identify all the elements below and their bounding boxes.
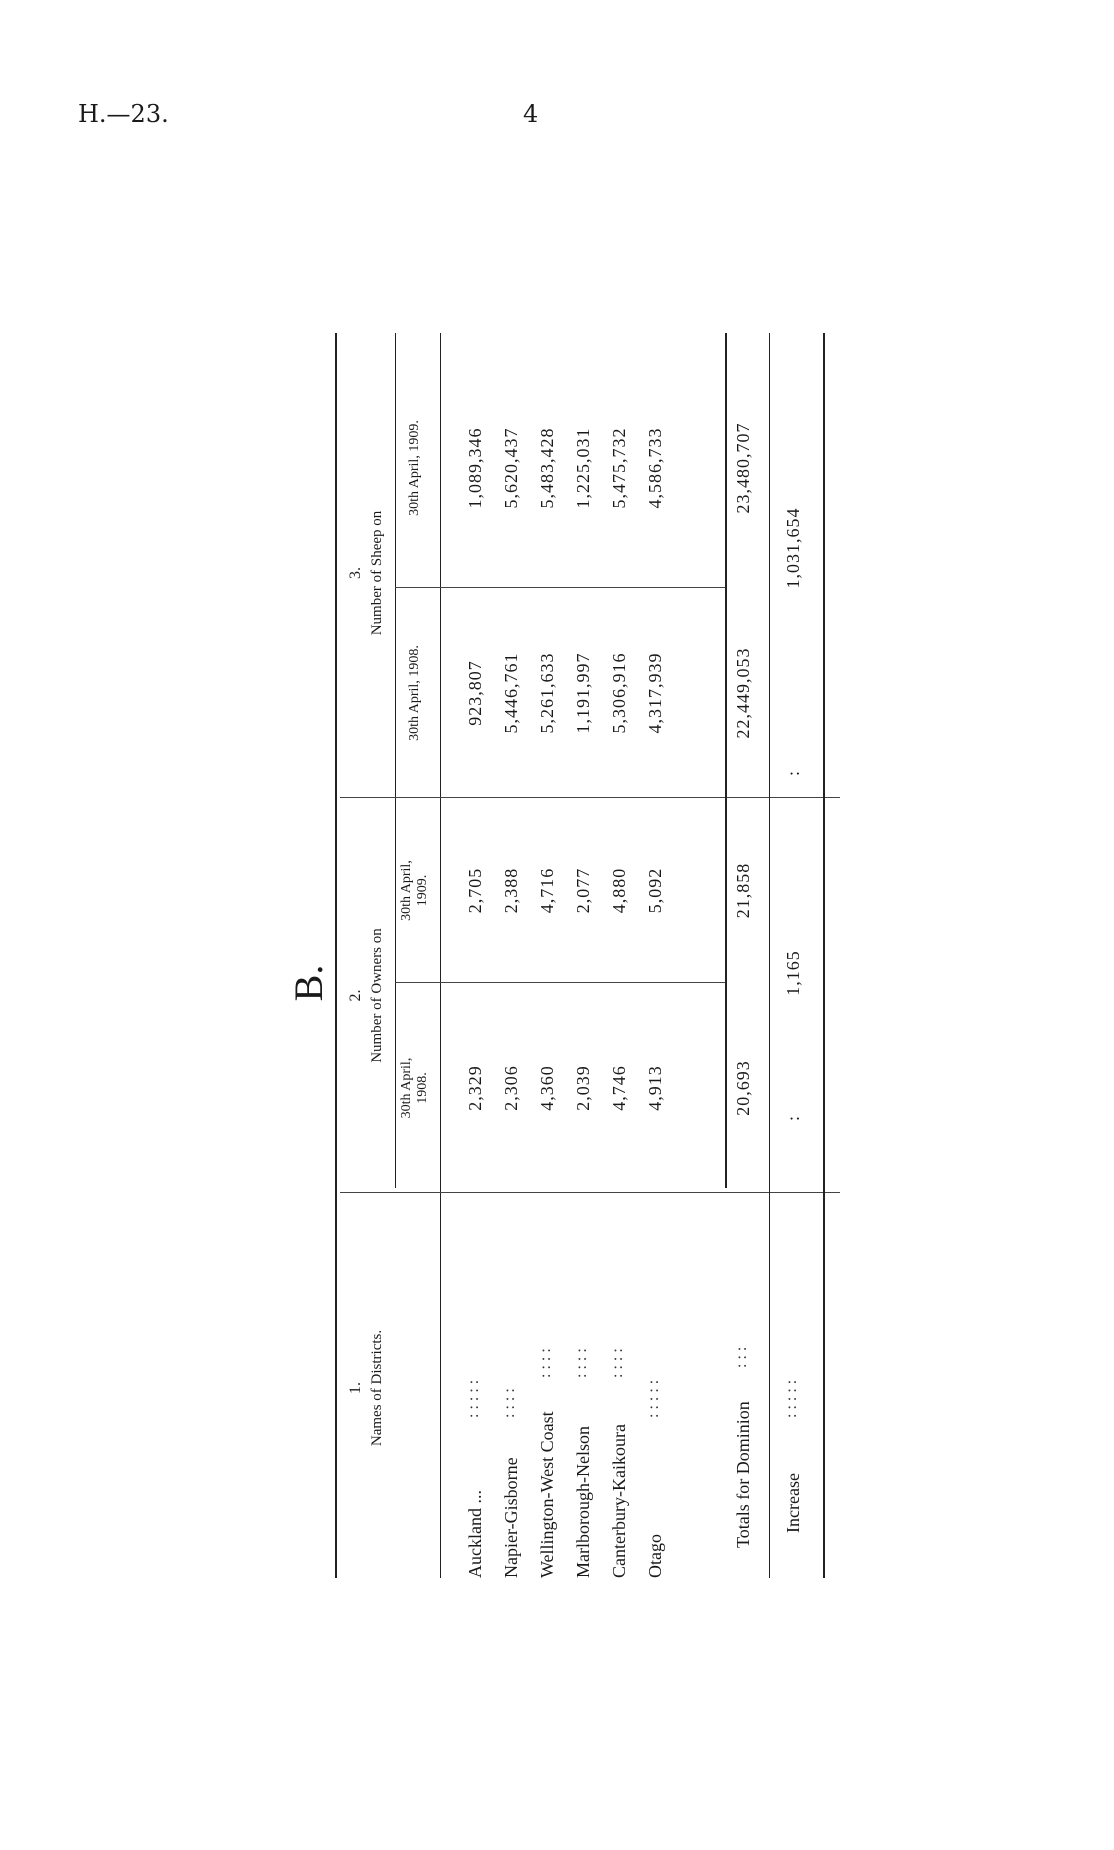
rotated-table [285,333,885,1578]
increase-leader-dots: : : : : : [783,1379,800,1418]
col2-number: 2. [347,989,364,1002]
col1-number: 1. [347,1382,364,1394]
sheep-1909-auckland: 1,089,346 [465,427,485,509]
owners-1908-otago: 4,913 [645,1065,665,1111]
owners-1908-auckland: 2,329 [465,1065,485,1111]
bottom-rule [823,333,825,1578]
totals-sheep-1908: 22,449,053 [733,647,753,739]
sheep-1908-canterbury: 5,306,916 [609,652,629,734]
sheep-1909-marlborough: 1,225,031 [573,427,593,509]
totals-sheep-1909: 23,480,707 [733,422,753,514]
row-name-otago: Otago [645,1534,665,1578]
row-name-canterbury: Canterbury-Kaikoura [609,1424,629,1578]
sheep-1909-canterbury: 5,475,732 [609,427,629,509]
totals-owners-1909: 21,858 [733,862,753,919]
row-leader-dots: : : : : [573,1348,590,1378]
owners-1909-wellington: 4,716 [537,867,557,914]
sheep-1909-napier: 5,620,437 [501,427,521,509]
owners-1909-header-year: 1909. [415,874,430,907]
owners-1908-wellington: 4,360 [537,1065,557,1111]
row-name-napier: Napier-Gisborne [501,1457,521,1578]
increase-owners-dots: : [783,1115,803,1122]
row-leader-dots: : : : : [609,1348,626,1378]
page-reference: H.—23. [78,100,169,128]
subhead-rule [395,333,396,1188]
owners-1908-canterbury: 4,746 [609,1065,629,1111]
owners-1908-napier: 2,306 [501,1065,521,1111]
col3-number: 3. [347,567,364,579]
row-leader-dots: : : : : : [645,1379,662,1418]
sheep-1908-header: 30th April, 1908. [407,645,422,741]
vrule-4 [395,587,725,588]
owners-1909-auckland: 2,705 [465,867,485,914]
row-leader-dots: : : : : : [465,1379,482,1418]
owners-1908-marlborough: 2,039 [573,1065,593,1111]
row-leader-dots: : : : : [537,1348,554,1378]
sheep-1908-napier: 5,446,761 [501,652,521,734]
sheep-1908-marlborough: 1,191,997 [573,652,593,734]
col2-title: Number of Owners on [369,928,385,1063]
owners-1908-header-year: 1908. [415,1072,430,1104]
row-leader-dots: : : : : [501,1388,518,1418]
owners-1909-napier: 2,388 [501,867,521,914]
totals-owners-1908: 20,693 [733,1060,753,1116]
increase-label: Increase [783,1473,803,1533]
increase-rule [769,333,770,1578]
table-letter: B. [286,964,331,1002]
header-bottom-rule [440,333,441,1578]
totals-label: Totals for Dominion [733,1401,753,1548]
row-name-marlborough: Marlborough-Nelson [573,1426,593,1578]
col3-title: Number of Sheep on [369,510,385,636]
col1-title: Names of Districts. [369,1329,385,1447]
row-name-auckland: Auckland ... [465,1490,485,1578]
owners-1909-marlborough: 2,077 [573,867,593,914]
sheep-1909-wellington: 5,483,428 [537,427,557,509]
increase-sheep: 1,031,654 [783,507,803,589]
page-number: 4 [523,100,539,128]
sheep-1908-auckland: 923,807 [465,660,485,726]
owners-1909-otago: 5,092 [645,867,665,914]
vrule-3 [340,797,840,798]
totals-rule [725,333,727,1188]
sheep-1909-otago: 4,586,733 [645,427,665,509]
owners-1909-canterbury: 4,880 [609,867,629,914]
sheep-1909-header: 30th April, 1909. [407,420,422,516]
owners-1908-header: 30th April, [399,1057,414,1119]
increase-owners: 1,165 [783,950,803,996]
row-name-wellington: Wellington-West Coast [537,1411,557,1578]
sheep-1908-otago: 4,317,939 [645,652,665,734]
top-rule [335,333,337,1578]
increase-sheep-dots: : [783,770,803,777]
sheep-1908-wellington: 5,261,633 [537,652,557,734]
totals-leader-dots: : : : [733,1346,750,1368]
owners-1909-header: 30th April, [399,860,414,921]
vrule-2 [395,982,725,983]
